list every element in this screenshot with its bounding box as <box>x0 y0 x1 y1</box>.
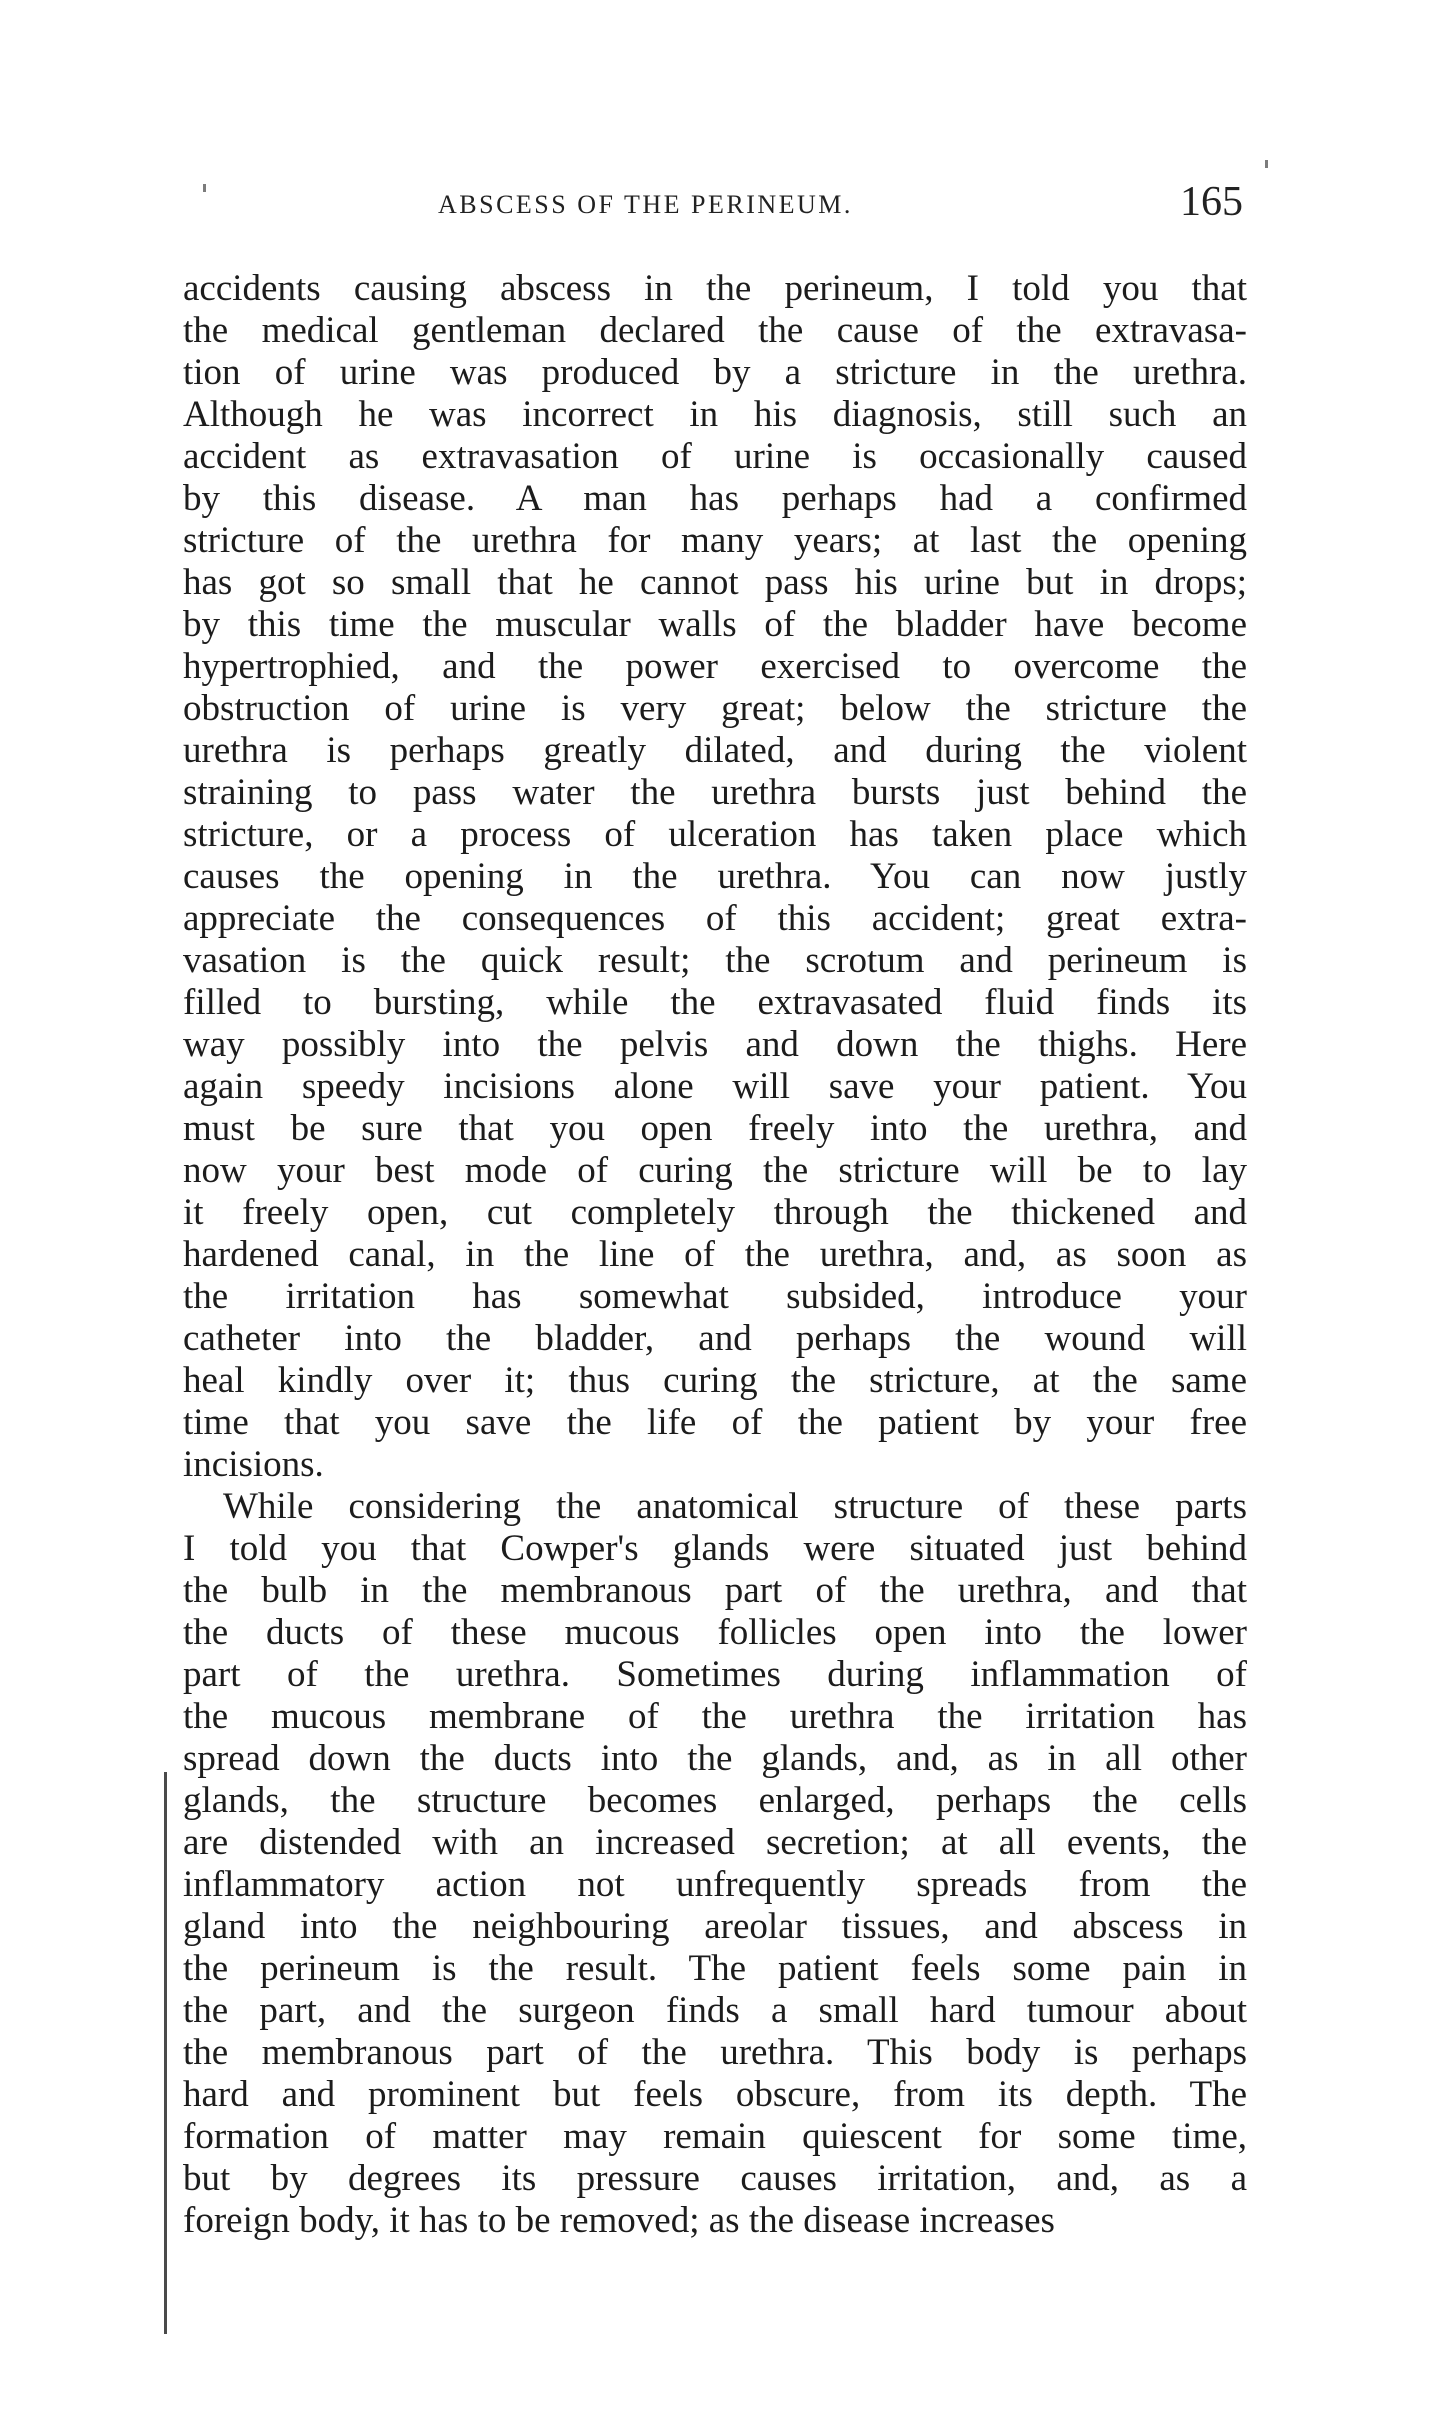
text-line: the medical gentleman declared the cause of the extravasa- <box>183 310 1247 351</box>
text-line: obstruction of urine is very great; below the stricture the <box>183 688 1247 729</box>
text-line: now your best mode of curing the stricture will be to lay <box>183 1150 1247 1191</box>
text-line: tion of urine was produced by a stricture in the urethra. <box>183 352 1247 393</box>
running-head <box>183 179 1243 236</box>
text-line: the membranous part of the urethra. This body is perhaps <box>183 2032 1247 2073</box>
margin-mark <box>164 1772 167 2334</box>
text-line: causes the opening in the urethra. You can now justly <box>183 856 1247 897</box>
text-line: part of the urethra. Sometimes during inflammation of <box>183 1654 1247 1695</box>
text-line: has got so small that he cannot pass his urine but in drops; <box>183 562 1247 603</box>
text-line: the bulb in the membranous part of the urethra, and that <box>183 1570 1247 1611</box>
text-line: way possibly into the pelvis and down the thighs. Here <box>183 1024 1247 1065</box>
text-line: urethra is perhaps greatly dilated, and during the violent <box>183 730 1247 771</box>
text-line: catheter into the bladder, and perhaps the wound will <box>183 1318 1247 1359</box>
text-line: by this time the muscular walls of the bladder have become <box>183 604 1247 645</box>
text-line: the part, and the surgeon finds a small hard tumour about <box>183 1990 1247 2031</box>
paragraph-1 <box>183 268 1247 1486</box>
text-line: formation of matter may remain quiescent for some time, <box>183 2116 1247 2157</box>
body-text <box>183 268 1247 2242</box>
text-line: time that you save the life of the patient by your free <box>183 1402 1247 1443</box>
text-line: the ducts of these mucous follicles open into the lower <box>183 1612 1247 1653</box>
text-line: spread down the ducts into the glands, and, as in all other <box>183 1738 1247 1779</box>
text-line: Although he was incorrect in his diagnosis, still such an <box>183 394 1247 435</box>
text-line: I told you that Cowper's glands were situated just behind <box>183 1528 1247 1569</box>
text-line: are distended with an increased secretion; at all events, the <box>183 1822 1247 1863</box>
text-line: hypertrophied, and the power exercised to overcome the <box>183 646 1247 687</box>
text-line: the perineum is the result. The patient feels some pain in <box>183 1948 1247 1989</box>
text-line: stricture, or a process of ulceration has taken place which <box>183 814 1247 855</box>
text-line: accidents causing abscess in the perineum, I told you that <box>183 268 1247 309</box>
text-line: it freely open, cut completely through the thickened and <box>183 1192 1247 1233</box>
text-line: hard and prominent but feels obscure, from its depth. The <box>183 2074 1247 2115</box>
text-line: gland into the neighbouring areolar tissues, and abscess in <box>183 1906 1247 1947</box>
text-line: inflammatory action not unfrequently spreads from the <box>183 1864 1247 1905</box>
page-number: 165 <box>1180 179 1243 225</box>
text-line: While considering the anatomical structure of these parts <box>223 1486 1247 1527</box>
text-line: appreciate the consequences of this accident; great extra- <box>183 898 1247 939</box>
text-line: but by degrees its pressure causes irritation, and, as a <box>183 2158 1247 2199</box>
text-line: accident as extravasation of urine is occasionally caused <box>183 436 1247 477</box>
text-line: foreign body, it has to be removed; as the disease increases <box>183 2200 1055 2241</box>
text-line: straining to pass water the urethra bursts just behind the <box>183 772 1247 813</box>
text-line: stricture of the urethra for many years; at last the opening <box>183 520 1247 561</box>
text-line: glands, the structure becomes enlarged, perhaps the cells <box>183 1780 1247 1821</box>
text-line: by this disease. A man has perhaps had a confirmed <box>183 478 1247 519</box>
running-title: ABSCESS OF THE PERINEUM. <box>438 190 853 219</box>
text-line: hardened canal, in the line of the urethra, and, as soon as <box>183 1234 1247 1275</box>
text-line: the irritation has somewhat subsided, introduce your <box>183 1276 1247 1317</box>
paragraph-2 <box>183 1486 1247 2242</box>
text-line: incisions. <box>183 1444 324 1485</box>
text-line: again speedy incisions alone will save your patient. You <box>183 1066 1247 1107</box>
text-line: vasation is the quick result; the scrotum and perineum is <box>183 940 1247 981</box>
print-speck <box>203 184 206 192</box>
text-line: heal kindly over it; thus curing the stricture, at the same <box>183 1360 1247 1401</box>
text-line: filled to bursting, while the extravasated fluid finds its <box>183 982 1247 1023</box>
text-line: must be sure that you open freely into the urethra, and <box>183 1108 1247 1149</box>
print-speck <box>1265 160 1268 168</box>
text-line: the mucous membrane of the urethra the irritation has <box>183 1696 1247 1737</box>
